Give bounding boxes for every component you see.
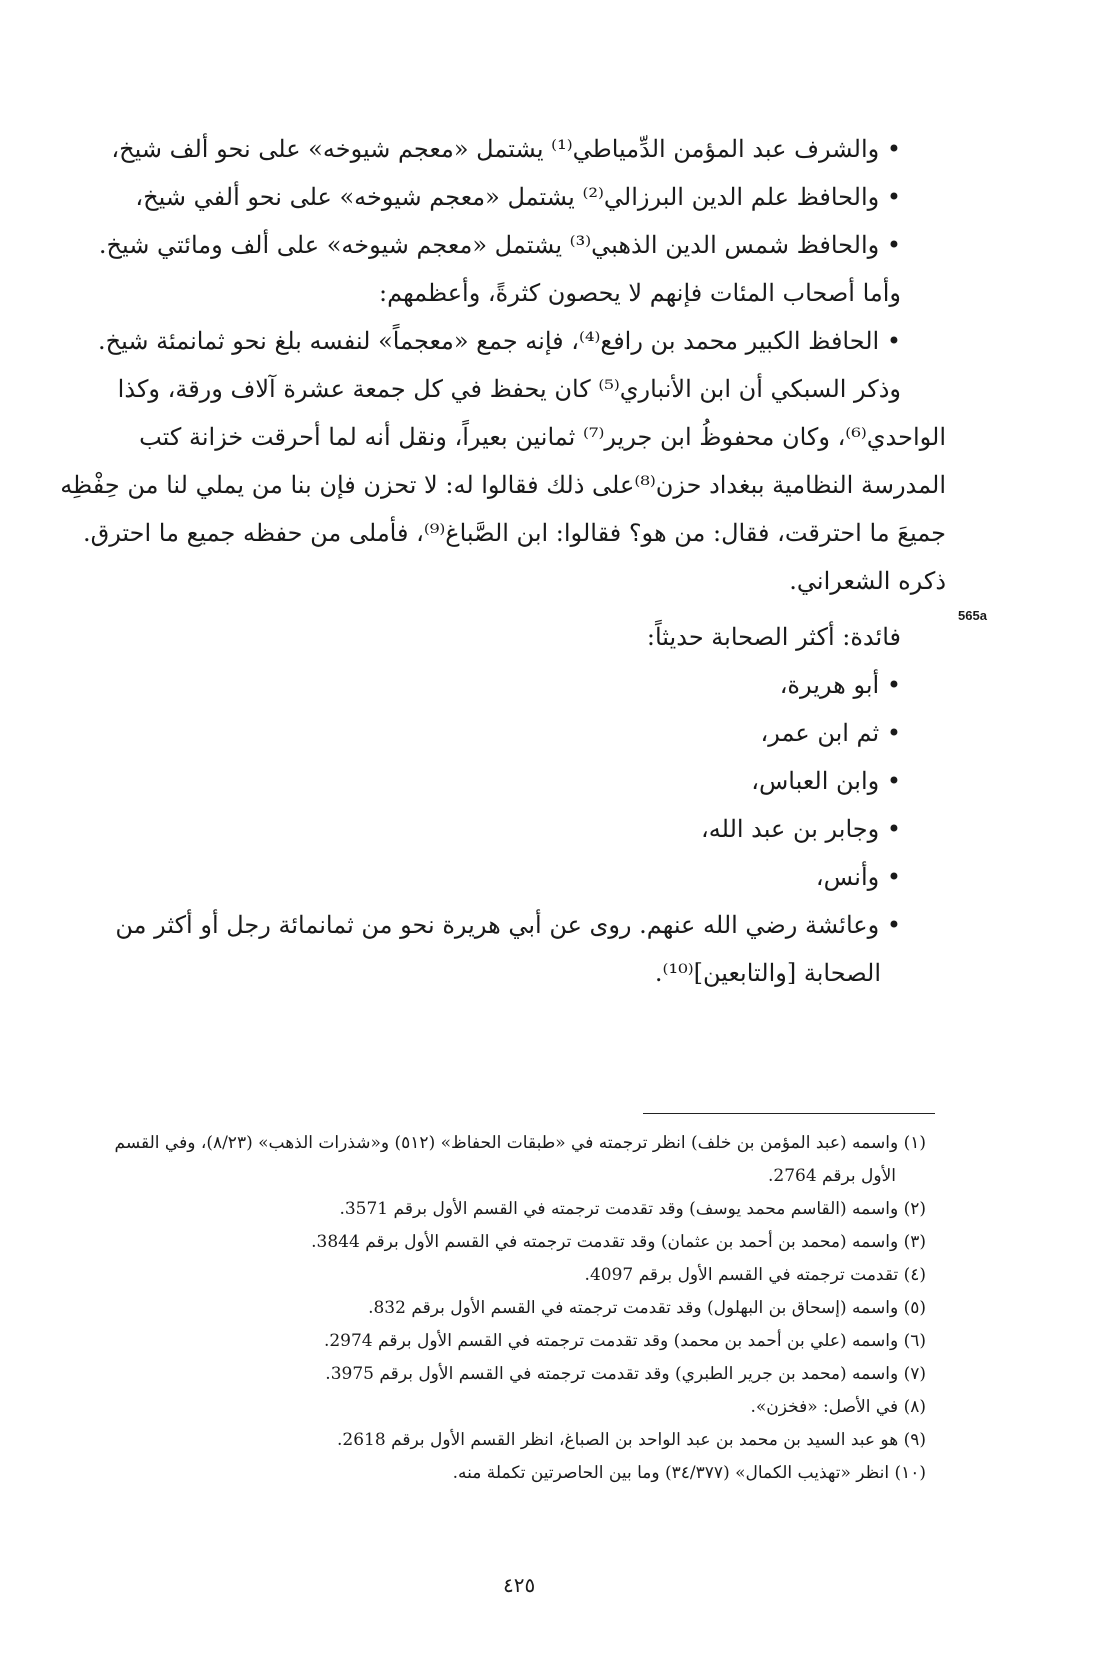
body-line: • الحافظ الكبير محمد بن رافع⁽⁴⁾، فإنه جمع «معجماً» لنفسه بلغ نحو ثمانمئة شيخ. [97, 327, 901, 355]
footnote-line: (٨) في الأصل: «فخزن». [750, 1397, 926, 1417]
body-line: • والشرف عبد المؤمن الدِّمياطي⁽¹⁾ يشتمل «معجم شيوخه» على نحو ألف شيخ، [111, 135, 901, 163]
body-line: الصحابة [والتابعين]⁽¹⁰⁾. [654, 959, 881, 987]
body-line: المدرسة النظامية ببغداد حزن⁽⁸⁾على ذلك فقالوا له: لا تحزن فإن بنا من يملي لنا من حِفْظِه [60, 471, 946, 499]
footnote-line: (٤) تقدمت ترجمته في القسم الأول برقم 4097. [584, 1265, 926, 1285]
body-line: ذكره الشعراني. [789, 567, 946, 595]
list-item: • أبو هريرة، [779, 671, 901, 699]
footnote-line: (١) واسمه (عبد المؤمن بن خلف) انظر ترجمته في «طبقات الحفاظ» (٥١٢) و«شذرات الذهب» (٨/٢٣)، وفي القسم [114, 1133, 926, 1153]
body-line: • والحافظ شمس الدين الذهبي⁽³⁾ يشتمل «معجم شيوخه» على ألف ومائتي شيخ. [98, 231, 901, 259]
footnote-line: (٩) هو عبد السيد بن محمد بن عبد الواحد بن الصباغ، انظر القسم الأول برقم 2618. [337, 1430, 926, 1450]
footnote-line: (٥) واسمه (إسحاق بن البهلول) وقد تقدمت ترجمته في القسم الأول برقم 832. [368, 1298, 926, 1318]
footnote-line: الأول برقم 2764. [767, 1166, 896, 1186]
body-line: وأما أصحاب المئات فإنهم لا يحصون كثرةً، وأعظمهم: [379, 279, 901, 307]
body-line: وذكر السبكي أن ابن الأنباري⁽⁵⁾ كان يحفظ في كل جمعة عشرة آلاف ورقة، وكذا [117, 375, 901, 403]
footnote-line: (٦) واسمه (علي بن أحمد بن محمد) وقد تقدمت ترجمته في القسم الأول برقم 2974. [323, 1331, 926, 1351]
list-item: • وجابر بن عبد الله، [701, 815, 901, 843]
body-line: • والحافظ علم الدين البرزالي⁽²⁾ يشتمل «معجم شيوخه» على نحو ألفي شيخ، [135, 183, 901, 211]
page-number: ٤٢٥ [503, 1573, 536, 1597]
list-item: • ثم ابن عمر، [760, 719, 901, 747]
footnote-line: (٧) واسمه (محمد بن جرير الطبري) وقد تقدمت ترجمته في القسم الأول برقم 3975. [325, 1364, 926, 1384]
footnote-line: (٣) واسمه (محمد بن أحمد بن عثمان) وقد تقدمت ترجمته في القسم الأول برقم 3844. [311, 1232, 926, 1252]
list-item: • وابن العباس، [751, 767, 901, 795]
body-line: • وعائشة رضي الله عنهم. روى عن أبي هريرة نحو من ثمانمائة رجل أو أكثر من [115, 911, 901, 939]
footnote-line: (٢) واسمه (القاسم محمد يوسف) وقد تقدمت ترجمته في القسم الأول برقم 3571. [339, 1199, 926, 1219]
faida-heading: فائدة: أكثر الصحابة حديثاً: [646, 623, 901, 651]
body-line: جميعَ ما احترقت، فقال: من هو؟ فقالوا: ابن الصَّباغ⁽⁹⁾، فأملى من حفظه جميع ما احترق. [82, 519, 946, 547]
footnote-divider [643, 1113, 935, 1114]
margin-marker: 565a [958, 608, 987, 623]
footnote-line: (١٠) انظر «تهذيب الكمال» (٣٤/٣٧٧) وما بين الحاصرتين تكملة منه. [452, 1463, 926, 1483]
list-item: • وأنس، [815, 863, 901, 891]
body-line: الواحدي⁽⁶⁾، وكان محفوظُ ابن جرير⁽⁷⁾ ثمانين بعيراً، ونقل أنه لما أحرقت خزانة كتب [139, 423, 946, 451]
